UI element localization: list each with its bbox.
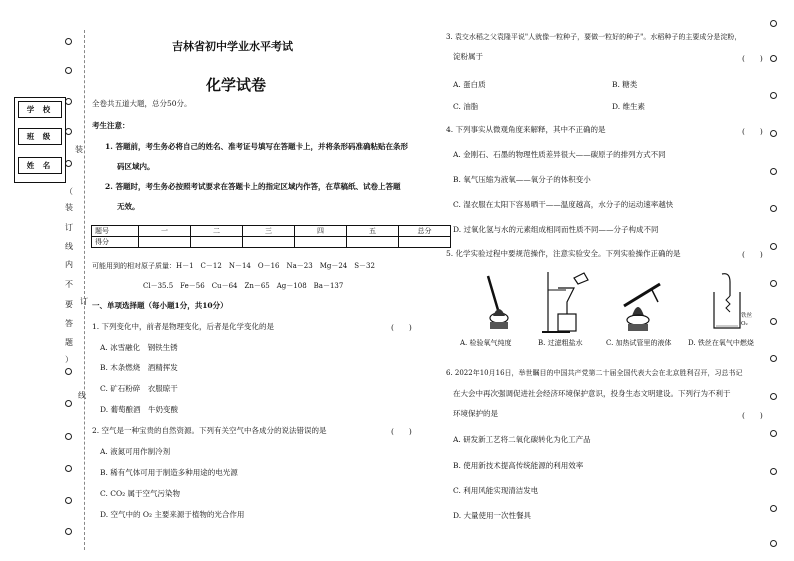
q3-stem-line1: 3. 袁交水稻之父袁隆平说"人就像一粒种子，要做一粒好的种子"。水稻种子的主要成分是淀粉， — [446, 33, 742, 41]
q1-stem: 1. 下列变化中，前者是物理变化，后者是化学变化的是 — [92, 322, 275, 331]
binding-char: ） — [65, 355, 73, 364]
q2-answer-paren[interactable]: ( ) — [391, 427, 412, 436]
q6-option: D. 大量使用一次性餐具 — [453, 511, 532, 520]
q5-option: A. 检验氧气纯度 — [460, 339, 512, 347]
label-oxygen: O₂ — [741, 321, 748, 327]
school-field[interactable]: 学 校 — [18, 101, 62, 118]
q6-stem-line3: 环境保护的是 — [453, 409, 498, 418]
binding-hole — [65, 465, 72, 472]
score-row-label: 得分 — [92, 237, 139, 248]
q6-option: A. 研发新工艺将二氧化碳转化为化工产品 — [453, 435, 591, 444]
binding-hole — [770, 168, 777, 175]
q3-stem-line2: 淀粉属于 — [453, 52, 483, 61]
q3-option: C. 油脂 — [453, 102, 479, 111]
binding-char: （ — [65, 187, 73, 196]
binding-hole — [770, 130, 777, 137]
binding-hole — [770, 205, 777, 212]
q3-option: D. 维生素 — [612, 102, 646, 111]
binding-hole — [65, 98, 72, 105]
subject-title: 化学试卷 — [206, 76, 267, 94]
q4-option: A. 金刚石、石墨的物理性质差异很大——碳原子的排列方式不同 — [453, 150, 666, 159]
binding-char: 题 — [65, 338, 73, 347]
score-cell[interactable] — [399, 237, 451, 248]
score-cell[interactable] — [347, 237, 399, 248]
binding-hole — [770, 243, 777, 250]
q6-option: C. 利用风能实现清洁发电 — [453, 486, 539, 495]
score-header-cell: 总分 — [399, 226, 451, 237]
q2-option: A. 液氮可用作制冷剂 — [100, 447, 171, 456]
binding-box — [14, 97, 66, 183]
binding-hole — [770, 20, 777, 27]
binding-char: 线 — [78, 391, 86, 400]
section-1-title: 一、单项选择题（每小题1分，共10分） — [92, 301, 228, 310]
q3-option: A. 蛋白质 — [453, 80, 486, 89]
binding-hole — [65, 400, 72, 407]
label-iron-wire: 铁丝 — [741, 313, 753, 319]
binding-hole — [65, 128, 72, 135]
exam-name: 吉林省初中学业水平考试 — [172, 40, 293, 53]
q6-option: B. 使用新技术提高传统能源的利用效率 — [453, 461, 584, 470]
binding-char: 不 — [65, 280, 73, 289]
score-cell[interactable] — [243, 237, 295, 248]
q1-answer-paren[interactable]: ( ) — [391, 323, 412, 332]
class-field[interactable]: 班 级 — [18, 128, 62, 145]
q1-option: B. 木条燃烧 酒精挥发 — [100, 363, 178, 372]
atomic-mass-line1: 可能用到的相对原子质量：H－1 C－12 N－14 O－16 Na－23 Mg－24 S－32 — [92, 262, 375, 270]
binding-hole — [770, 505, 777, 512]
q4-option: B. 氧气压缩为液氧——氧分子的体积变小 — [453, 175, 591, 184]
name-field[interactable]: 姓 名 — [18, 157, 62, 174]
q4-option: C. 湿衣服在太阳下容易晒干——温度越高，水分子的运动速率越快 — [453, 200, 674, 209]
score-cell[interactable] — [295, 237, 347, 248]
binding-char: 要 — [65, 300, 73, 309]
binding-hole — [770, 430, 777, 437]
binding-char: 内 — [65, 260, 73, 269]
binding-hole — [65, 368, 72, 375]
q6-stem-line2: 在大会中再次强调促进社会经济环境保护意识，投身生态文明建设。下列行为不利于 — [453, 389, 731, 398]
binding-hole — [65, 433, 72, 440]
note-2-line1: 2. 答题时，考生务必按照考试要求在答题卡上的指定区域内作答，在草稿纸、试卷上答题 — [105, 182, 401, 191]
score-table-row — [92, 237, 451, 248]
binding-char: 订 — [65, 223, 73, 232]
note-1-line2: 码区域内。 — [117, 162, 155, 171]
binding-hole — [65, 528, 72, 535]
q5-option: D. 铁丝在氧气中燃烧 — [688, 339, 754, 347]
q5-option: C. 加热试管里的液体 — [606, 339, 672, 347]
q1-option: A. 冰雪融化 钢铁生锈 — [100, 343, 178, 352]
binding-dashed-line — [84, 30, 85, 550]
figure-test-oxygen — [478, 272, 518, 334]
binding-hole — [770, 280, 777, 287]
figure-filtration — [540, 270, 596, 334]
q2-stem: 2. 空气是一种宝贵的自然资源。下列有关空气中各成分的说法错误的是 — [92, 426, 327, 435]
score-header-cell: 题号 — [92, 226, 139, 237]
binding-hole — [770, 393, 777, 400]
q3-answer-paren[interactable]: ( ) — [742, 54, 763, 63]
binding-hole — [770, 540, 777, 547]
score-header-cell: 二 — [191, 226, 243, 237]
binding-hole — [65, 67, 72, 74]
score-table-header — [92, 226, 451, 237]
binding-char: 答 — [65, 319, 73, 328]
notes-title: 考生注意： — [92, 121, 130, 130]
score-header-cell: 一 — [139, 226, 191, 237]
score-cell[interactable] — [191, 237, 243, 248]
score-header-cell: 四 — [295, 226, 347, 237]
binding-hole — [65, 497, 72, 504]
q1-option: C. 矿石粉碎 衣服晾干 — [100, 384, 178, 393]
q3-option: B. 糖类 — [612, 80, 638, 89]
q4-stem: 4. 下列事实从微观角度来解释，其中不正确的是 — [446, 125, 606, 134]
binding-hole — [770, 55, 777, 62]
q5-stem: 5. 化学实验过程中要规范操作，注意实验安全。下列实验操作正确的是 — [446, 249, 681, 258]
binding-hole — [65, 160, 72, 167]
note-1-line1: 1. 答题前，考生务必将自己的姓名、准考证号填写在答题卡上，并将条形码准确粘贴在条形 — [105, 142, 408, 151]
score-cell[interactable] — [139, 237, 191, 248]
binding-hole — [770, 92, 777, 99]
binding-char: 订 — [80, 297, 88, 306]
binding-hole — [770, 468, 777, 475]
q2-option: B. 稀有气体可用于制造多种用途的电光源 — [100, 468, 238, 477]
atomic-mass-line2: Cl－35.5 Fe－56 Cu－64 Zn－65 Ag－108 Ba－137 — [143, 282, 344, 290]
score-header-cell: 三 — [243, 226, 295, 237]
score-table — [91, 225, 451, 248]
figure-heat-liquid — [612, 276, 668, 334]
q6-stem-line1: 6. 2022年10月16日，举世瞩目的中国共产党第二十届全国代表大会在北京胜利召开，习总书记 — [446, 369, 743, 377]
summary-text: 全卷共五道大题，总分50分。 — [92, 99, 192, 108]
q5-option: B. 过滤粗盐水 — [538, 339, 583, 347]
score-header-cell: 五 — [347, 226, 399, 237]
note-2-line2: 无效。 — [117, 202, 140, 211]
q2-option: C. CO₂ 属于空气污染物 — [100, 489, 181, 498]
q6-answer-paren[interactable]: ( ) — [742, 411, 763, 420]
q5-answer-paren[interactable]: ( ) — [742, 250, 763, 259]
binding-hole — [770, 318, 777, 325]
binding-char: 装 — [75, 145, 83, 154]
binding-char: 装 — [65, 203, 73, 212]
q1-option: D. 葡萄酿酒 牛奶变酸 — [100, 405, 179, 414]
binding-hole — [65, 38, 72, 45]
q2-option: D. 空气中的 O₂ 主要来源于植物的光合作用 — [100, 510, 245, 519]
binding-char: 线 — [65, 242, 73, 251]
binding-hole — [770, 355, 777, 362]
q4-answer-paren[interactable]: ( ) — [742, 127, 763, 136]
q4-option: D. 过氧化氢与水的元素组成相同而性质不同——分子构成不同 — [453, 225, 659, 234]
